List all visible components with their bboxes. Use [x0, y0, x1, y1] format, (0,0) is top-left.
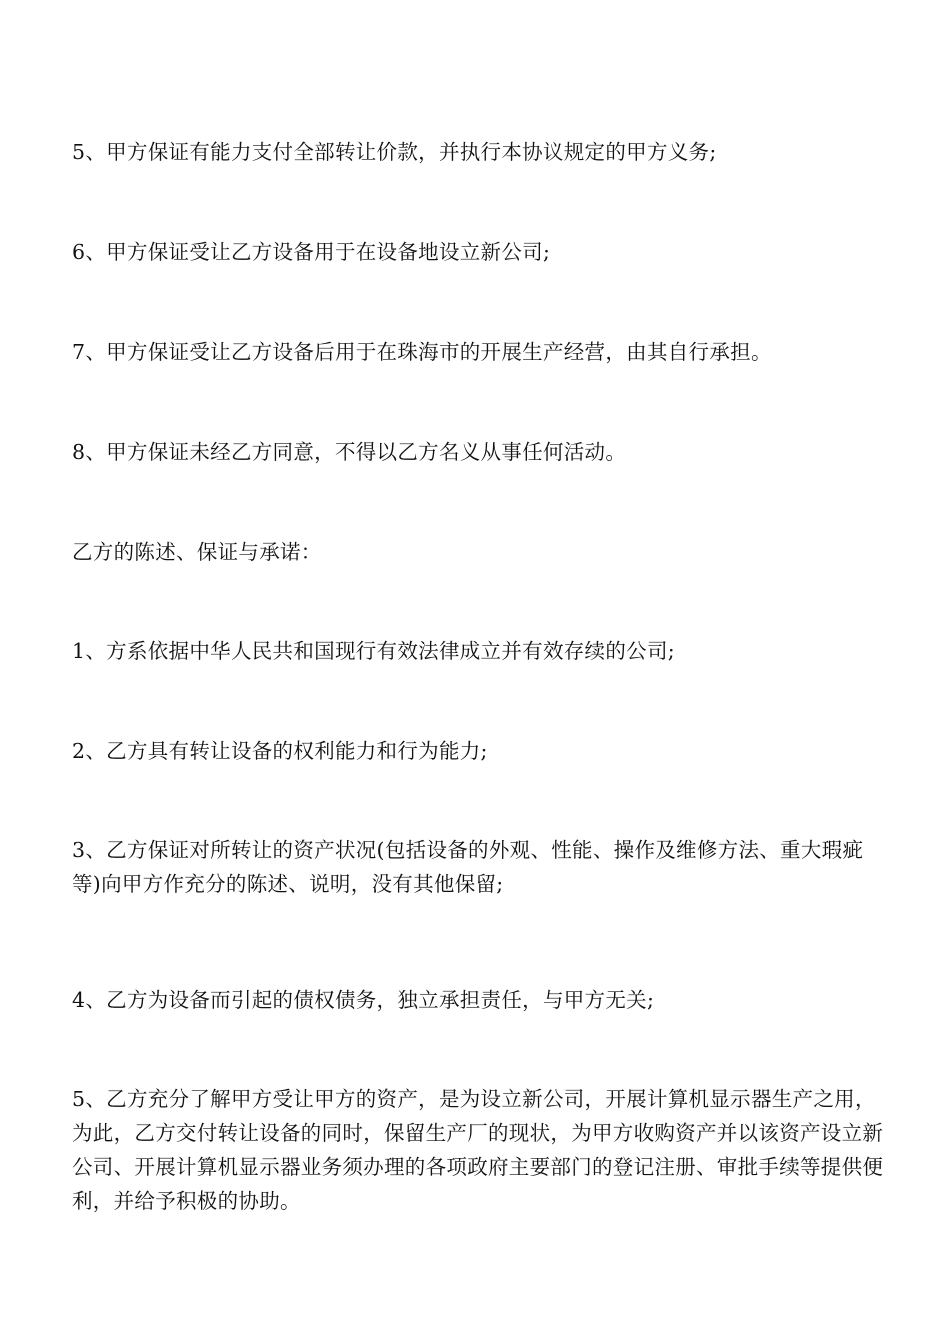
clause-b5: 5、乙方充分了解甲方受让甲方的资产，是为设立新公司，开展计算机显示器生产之用，为此，乙方交付转让设备的同时，保留生产厂的现状，为甲方收购资产并以该资产设立新公司、开展计算机显示器业务须办理的各项政府主要部门的登记注册、审批手续等提供便利，并给予积极的协助。 — [72, 1087, 884, 1213]
clause-b1: 1、方系依据中华人民共和国现行有效法律成立并有效存续的公司; — [72, 639, 675, 663]
clause-b3: 3、乙方保证对所转让的资产状况(包括设备的外观、性能、操作及维修方法、重大瑕疵等)向甲方作充分的陈述、说明，没有其他保留; — [72, 838, 864, 896]
clause-a6: 6、甲方保证受让乙方设备用于在设备地设立新公司; — [72, 240, 551, 264]
clause-a7: 7、甲方保证受让乙方设备后用于在珠海市的开展生产经营，由其自行承担。 — [72, 340, 772, 364]
clause-a8: 8、甲方保证未经乙方同意，不得以乙方名义从事任何活动。 — [72, 440, 627, 464]
clause-a5: 5、甲方保证有能力支付全部转让价款，并执行本协议规定的甲方义务; — [72, 140, 717, 164]
clause-b2: 2、乙方具有转让设备的权利能力和行为能力; — [72, 739, 488, 763]
clause-b4: 4、乙方为设备而引起的债权债务，独立承担责任，与甲方无关; — [72, 988, 655, 1012]
section-heading-party-b: 乙方的陈述、保证与承诺： — [72, 540, 322, 564]
